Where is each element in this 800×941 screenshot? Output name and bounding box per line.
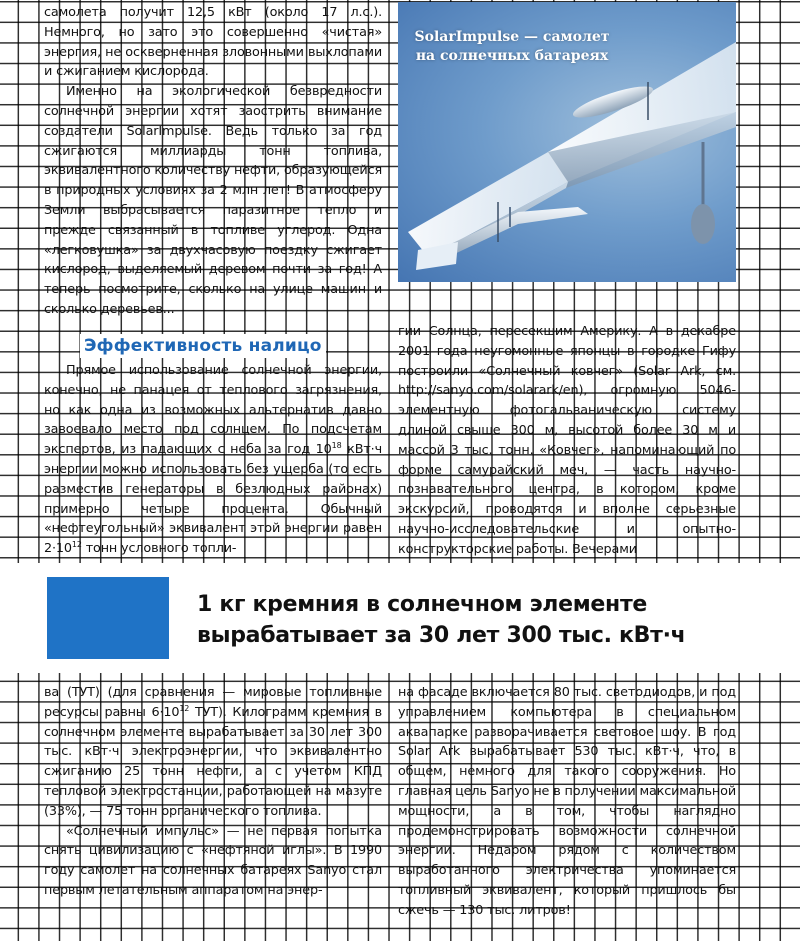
solar-impulse-photo xyxy=(398,2,736,282)
text-segment: ТУТ). Килограмм кремния в солнечном элементе вырабатывает за 30 лет 300 тыс. кВт·ч электроэнергии, что эквивалентно сжиганию 25 тонн нефти, а с учетом КПД тепловой электростанции, работающей на мазуте (33%), — 75 тонн органического топлива. xyxy=(44,704,382,819)
paragraph xyxy=(44,683,382,822)
section-heading: Эффективность налицо xyxy=(80,334,326,358)
photo-caption-line-2: на солнечных батареях xyxy=(415,48,609,64)
exponent: 12 xyxy=(179,703,190,713)
paragraph: самолета получит 12,5 кВт (около 17 л.с.). Немного, но зато это совершенно «чистая» энергия, не оскверненная зловонными выхлопами и сжиганием кислорода. xyxy=(44,5,382,80)
text-segment: Прямое использование солнечной энергии, конечно, не панацея от теплового загрязнения, но как одна из возможных альтернатив давно завоевало место под солнцем. По подсчетам экспертов, из падающих с неба за год 10 xyxy=(44,363,382,458)
wheel-fairing xyxy=(691,204,715,244)
text-segment: тонн условного топли- xyxy=(81,541,237,557)
banner-accent-square xyxy=(47,577,169,659)
paragraph: «Солнечный импульс» — не первая попытка снять цивилизацию с «нефтяной иглы». В 1990 году самолет на солнечных батареях Sanyo стал первым летательным аппаратом на энер- xyxy=(44,823,382,898)
photo-caption xyxy=(412,28,612,66)
pull-quote-banner xyxy=(0,563,800,673)
photo-caption-line-1: SolarImpulse — самолет xyxy=(414,29,610,45)
article-column-left-top xyxy=(44,3,382,320)
article-column-left-bottom xyxy=(44,683,382,901)
article-column-left-middle xyxy=(44,361,382,559)
exponent: 12 xyxy=(71,540,82,550)
wing-left xyxy=(408,152,568,257)
paragraph: гии Солнца, пересекшим Америку. А в декабре 2001 года неугомонные японцы в городке Гифу построили «Солнечный ковчег» (Solar Ark, см. http://sanyo.com/solarark/en), огромную 5046-элементную фотогальваническую систему длиной свыше 300 м, высотой более 30 м и массой 3 тыс. тонн. «Ковчег», напоминающий по форме самурайский меч, — часть научно-познавательного центра, в котором, кроме экскурсий, проводятся и вполне серьезные научно-исследовательские и опытно-конструкторские работы. Вечерами xyxy=(398,324,736,557)
paragraph: на фасаде включается 80 тыс. светодиодов, и под управлением компьютера в специальном аквапарке разворачивается световое шоу. В год Solar Ark вырабатывает 530 тыс. кВт·ч, что, в общем, немного для такого сооружения. Но главная цель Sanyo не в получении максимальной мощности, а в том, чтобы наглядно продемонстрировать возможности солнечной энергии. Недаром рядом с количеством выработанного электричества упоминается топливный эквивалент, который пришлось бы сжечь — 130 тыс. литров! xyxy=(398,685,736,918)
exponent: 18 xyxy=(331,441,342,451)
article-column-right-top xyxy=(398,322,736,560)
text-segment: ва (ТУТ) (для сравнения — мировые топливные ресурсы равны 6·10 xyxy=(44,685,382,720)
paragraph: Именно на экологической безвредности солнечной энергии хотят заострить внимание создатели SolarImpulse. Ведь только за год сжигаются миллиарды тонн топлива, эквивалентного количеству нефти, образующейся в природных условиях за 2 млн лет! В атмосферу Земли выбрасывается паразитное тепло и прежде связанный в топливе углерод. Одна «легковушка» за двухчасовую поездку сжигает кислород, выделяемый деревом почти за год! А теперь посмотрите, сколько на улице машин и сколько деревьев... xyxy=(44,84,382,317)
paragraph xyxy=(44,361,382,559)
text-segment: кВт·ч энергии можно использовать без ущерба (то есть разместив генераторы в безлюдных районах) примерно четыре процента. Обычный «нефтеугольный» эквивалент этой энергии равен 2·10 xyxy=(44,442,382,557)
pull-quote-line-1: 1 кг кремния в солнечном элементе xyxy=(197,592,648,617)
article-column-right-bottom xyxy=(398,683,736,921)
pull-quote-line-2: вырабатывает за 30 лет 300 тыс. кВт·ч xyxy=(197,623,686,648)
pull-quote-text xyxy=(197,589,685,651)
